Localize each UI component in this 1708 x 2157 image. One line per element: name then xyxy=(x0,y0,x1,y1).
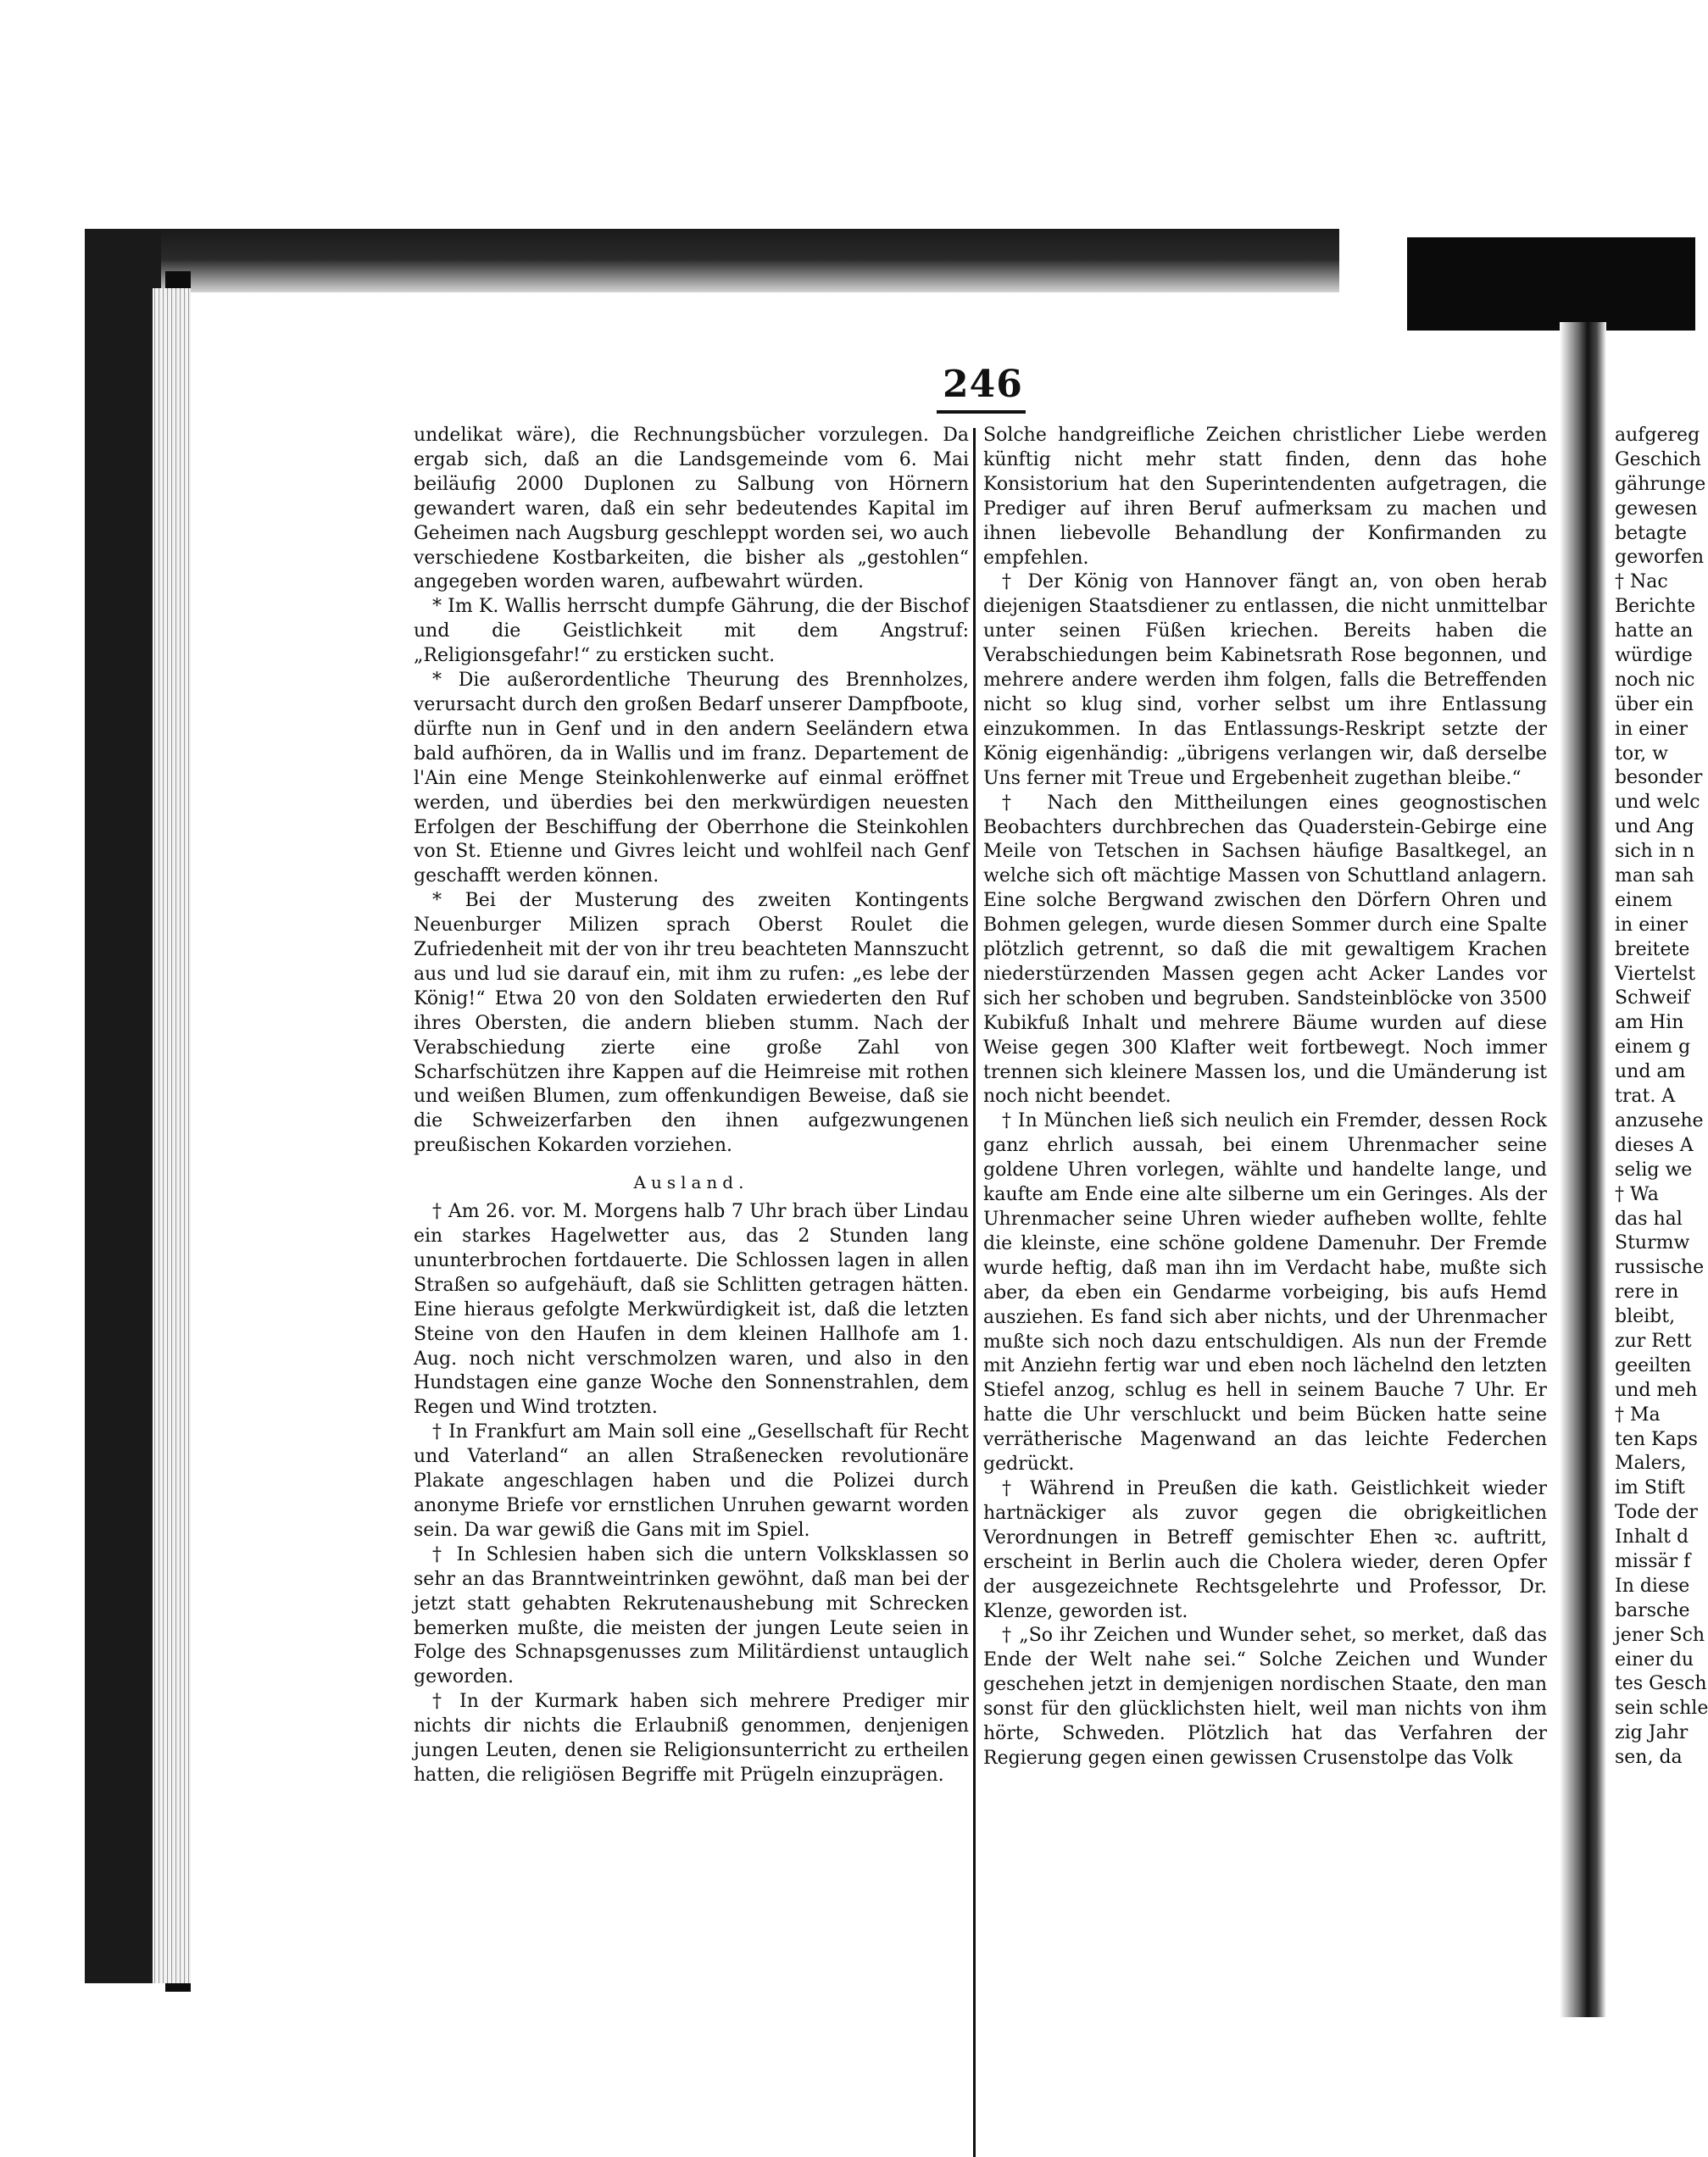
next-page-line: hatte an xyxy=(1615,620,1694,642)
next-page-line: † Nac xyxy=(1615,571,1668,593)
next-page-line: geworfen xyxy=(1615,547,1705,569)
next-page-line: selig we xyxy=(1615,1159,1693,1181)
next-page-line: † Wa xyxy=(1615,1183,1659,1205)
next-page-line: breitete xyxy=(1615,938,1690,960)
scan-dark-corner xyxy=(1407,237,1695,331)
next-page-line: tes Gesch xyxy=(1615,1673,1707,1695)
article-paragraph: † In der Kurmark haben sich mehrere Prediger mir nichts dir nichts die Erlaubniß genommen, denjenigen jungen Leuten, denen sie Religionsunterricht zu ertheilen hatten, die religiösen Begriffe mit Prügeln einzuprägen. xyxy=(414,1691,969,1786)
article-paragraph: † In München ließ sich neulich ein Fremder, dessen Rock ganz ehrlich aussah, bei einem Uhrenmacher seine goldene Uhren vorlegen, wählte und handelte lange, und kaufte am Ende eine alte silberne um ein Geringes. Als der Uhrenmacher seine Uhren wieder aufheben wollte, fehlte die kleinste, eine schöne goldene Damenuhr. Der Fremde wurde heftig, daß man ihn im Verdacht habe, mußte sich aber, da eben ein Gendarme vorbeiging, bis aufs Hemd ausziehen. Es fand sich aber nichts, und der Uhrenmacher mußte sich noch dazu entschuldigen. Als nun der Fremde mit Anziehn fertig war und eben noch lächelnd den letzten Stiefel anzog, schlug es hell in seinem Bauche 7 Uhr. Er hatte die Uhr verschluckt und beim Bücken hatte seine verrätherische Magenwand an das leichte Federchen gedrückt. xyxy=(983,1110,1547,1476)
next-page-line: Schweif xyxy=(1615,987,1690,1009)
next-page-line: † Ma xyxy=(1615,1404,1661,1426)
article-paragraph: † „So ihr Zeichen und Wunder sehet, so merket, daß das Ende der Welt nahe sei.“ Solche Zeichen und Wunder geschehen jetzt in demjenigen nordischen Staate, den man sonst für den glücklichsten hielt, weil man nichts von ihm hörte, Schweden. Plötzlich hat das Verfahren der Regierung gegen einen gewissen Crusenstolpe das Volk xyxy=(983,1625,1547,1769)
next-page-line: in einer xyxy=(1615,914,1688,936)
article-paragraph: † In Frankfurt am Main soll eine „Gesellschaft für Recht und Vaterland“ an allen Straßenecken revolutionäre Plakate angeschlagen haben und die Polizei durch anonyme Briefe vor ernstlichen Unruhen gewarnt worden sein. Da war gewiß die Gans mit im Spiel. xyxy=(414,1421,969,1541)
next-page-line: rere in xyxy=(1615,1281,1679,1304)
next-page-line: und Ang xyxy=(1615,816,1694,838)
next-page-line: missär f xyxy=(1615,1550,1691,1572)
right-column xyxy=(983,424,1547,1771)
next-page-line: und am xyxy=(1615,1061,1686,1083)
next-page-line: gährunge xyxy=(1615,473,1706,495)
article-paragraph: Solche handgreifliche Zeichen christlicher Liebe werden künftig nicht mehr statt finden, denn das hohe Konsistorium hat den Superintendenten aufgetragen, die Prediger auf ihren Beruf aufmerksam zu machen und ihnen liebevolle Behandlung der Konfirmanden zu empfehlen. xyxy=(983,425,1547,569)
next-page-line: Inhalt d xyxy=(1615,1526,1689,1548)
next-page-line: jener Sch xyxy=(1615,1624,1705,1646)
next-page-line: würdige xyxy=(1615,645,1693,667)
next-page-line: russische xyxy=(1615,1257,1705,1279)
next-page-line: sich in n xyxy=(1615,841,1695,863)
next-page-line: barsche xyxy=(1615,1599,1690,1621)
next-page-line: einer du xyxy=(1615,1648,1694,1671)
next-page-line: Sturmw xyxy=(1615,1232,1690,1254)
next-page-line: gewesen xyxy=(1615,498,1698,520)
next-page-line: besonder xyxy=(1615,767,1703,789)
article-paragraph: † Nach den Mittheilungen eines geognostischen Beobachters durchbrechen das Quaderstein-Gebirge eine Meile von Tetschen in Sachsen häufige Basaltkegel, an welche sich oft mächtige Massen von Schuttland anlagern. Eine solche Bergwand zwischen den Dörfern Ohren und Bohmen gelegen, wurde diesen Sommer durch eine Spalte plötzlich getrennt, so daß die mit gewaltigem Krachen niederstürzenden Massen gegen acht Acker Landes vor sich her schoben und begruben. Sandsteinblöcke von 3500 Kubikfuß Inhalt und mehrere Bäume wurden auf diese Weise gegen 300 Klafter weit fortbewegt. Noch immer trennen sich kleinere Massen los, und die Umänderung ist noch nicht beendet. xyxy=(983,792,1547,1108)
next-page-line: Viertelst xyxy=(1615,963,1696,985)
book-cover-top xyxy=(85,229,1339,297)
column-divider xyxy=(973,428,976,2157)
gutter-shadow xyxy=(1560,322,1606,2017)
next-page-line: noch nic xyxy=(1615,669,1695,691)
next-page-line: im Stift xyxy=(1615,1477,1685,1499)
next-page-fragment xyxy=(1615,424,1708,1771)
next-page-line: zig Jahr xyxy=(1615,1722,1689,1744)
section-heading: Ausland. xyxy=(633,1172,749,1193)
next-page-line: in einer xyxy=(1615,718,1688,740)
next-page-line: In diese xyxy=(1615,1575,1690,1597)
next-page-line: über ein xyxy=(1615,693,1694,715)
page-number-rule xyxy=(937,410,1026,414)
next-page-line: einem xyxy=(1615,889,1673,911)
next-page-line: sein schle xyxy=(1615,1698,1708,1720)
next-page-line: anzusehe xyxy=(1615,1109,1704,1131)
next-page-line: Berichte xyxy=(1615,596,1696,618)
next-page-line: trat. A xyxy=(1615,1086,1676,1108)
article-paragraph: * Bei der Musterung des zweiten Kontingents Neuenburger Milizen sprach Oberst Roulet die Zufriedenheit mit der von ihr treu beachteten Mannszucht aus und lud sie darauf ein, mit ihm zu rufen: „es lebe der König!“ Etwa 20 von den Soldaten erwiederten den Ruf ihres Obersten, die andern blieben stumm. Nach der Verabschiedung zierte eine große Zahl von Scharfschützen ihre Kappen auf die Heimreise mit rothen und weißen Blumen, zum offenkundigen Beweise, daß sie die Schweizerfarben den ihnen aufgezwungenen preußischen Kokarden vorziehen. xyxy=(414,890,969,1157)
next-page-line: Tode der xyxy=(1615,1502,1698,1524)
next-page-line: Malers, xyxy=(1615,1453,1687,1475)
book-cover-left xyxy=(85,229,161,1983)
next-page-line: das hal xyxy=(1615,1208,1683,1230)
next-page-line: einem g xyxy=(1615,1037,1691,1059)
next-page-line: und meh xyxy=(1615,1379,1698,1401)
article-paragraph: † In Schlesien haben sich die untern Volksklassen so sehr an das Branntweintrinken gewöhnt, daß man bei der jetzt statt gehabten Rekrutenaushebung mit Schrecken bemerken mußte, die meisten der jungen Leute seien in Folge des Schnapsgenusses zum Militärdienst untauglich geworden. xyxy=(414,1543,969,1688)
next-page-line: am Hin xyxy=(1615,1012,1684,1034)
article-paragraph: undelikat wäre), die Rechnungsbücher vorzulegen. Da ergab sich, daß an die Landsgemeinde vom 6. Mai beiläufig 2000 Duplonen zu Salbung von Hörnern gewandert waren, daß ein sehr bedeutendes Kapital im Geheimen nach Augsburg geschleppt worden sei, wo auch verschiedene Kostbarkeiten, die bisher als „gestohlen“ angegeben worden waren, aufbewahrt würden. xyxy=(414,425,969,593)
next-page-line: bleibt, xyxy=(1615,1306,1676,1328)
next-page-line: dieses A xyxy=(1615,1134,1694,1156)
left-column xyxy=(414,424,969,1788)
next-page-line: und welc xyxy=(1615,792,1700,814)
next-page-line: man sah xyxy=(1615,865,1694,887)
article-paragraph: † Der König von Hannover fängt an, von oben herab diejenigen Staatsdiener zu entlassen, die nicht unmittelbar unter seinen Füßen kriechen. Bereits haben die Verabschiedungen beim Kabinetsrath Rose begonnen, und mehrere andere werden ihm folgen, falls die Betreffenden nicht so klug sind, vorher selbst um ihre Entlassung einzukommen. In das Entlassungs-Reskript setzte der König eigenhändig: „übrigens verlangen wir, daß derselbe Uns ferner mit Treue und Ergebenheit zugethan bleibe.“ xyxy=(983,571,1547,789)
next-page-line: zur Rett xyxy=(1615,1330,1692,1352)
article-paragraph: † Am 26. vor. M. Morgens halb 7 Uhr brach über Lindau ein starkes Hagelwetter aus, das 2 Stunden lang ununterbrochen fortdauerte. Die Schlossen lagen in allen Straßen so aufgehäuft, daß sie Schlitten getragen hätten. Eine hieraus gefolgte Merkwürdigkeit ist, daß die letzten Steine von den Haufen in dem kleinen Hallhofe am 1. Aug. noch nicht verschmolzen waren, und also in den Hundstagen eine ganze Woche den Sonnenstrahlen, dem Regen und Wind trotzten. xyxy=(414,1201,969,1419)
next-page-line: betagte xyxy=(1615,522,1688,544)
article-paragraph: † Während in Preußen die kath. Geistlichkeit wieder hartnäckiger als zuvor gegen die obrigkeitlichen Verordnungen in Betreff gemischter Ehen ꝛc. auftritt, erscheint in Berlin auch die Cholera wieder, deren Opfer der ausgezeichnete Rechtsgelehrte und Professor, Dr. Klenze, geworden ist. xyxy=(983,1477,1547,1622)
next-page-line: Geschich xyxy=(1615,448,1701,470)
page-edges xyxy=(153,288,191,1983)
page-number: 246 xyxy=(943,363,1023,406)
next-page-line: geeilten xyxy=(1615,1354,1692,1376)
next-page-line: sen, da xyxy=(1615,1747,1683,1769)
next-page-line: aufgereg xyxy=(1615,425,1700,446)
article-paragraph: * Die außerordentliche Theurung des Brennholzes, verursacht durch den großen Bedarf unserer Dampfboote, dürfte nun in Genf und in den andern Seeländern etwa bald aufhören, da in Wallis und im franz. Departement de l'Ain eine Menge Steinkohlenwerke auf einmal eröffnet werden, und überdies bei den merkwürdigen neuesten Erfolgen der Beschiffung der Oberrhone die Steinkohlen von St. Etienne und Givres leicht und wohlfeil nach Genf geschafft werden können. xyxy=(414,670,969,887)
article-paragraph: * Im K. Wallis herrscht dumpfe Gährung, die der Bischof und die Geistlichkeit mit dem Angstruf: „Religionsgefahr!“ zu ersticken sucht. xyxy=(414,596,969,667)
next-page-line: tor, w xyxy=(1615,742,1669,764)
next-page-line: ten Kaps xyxy=(1615,1428,1698,1450)
